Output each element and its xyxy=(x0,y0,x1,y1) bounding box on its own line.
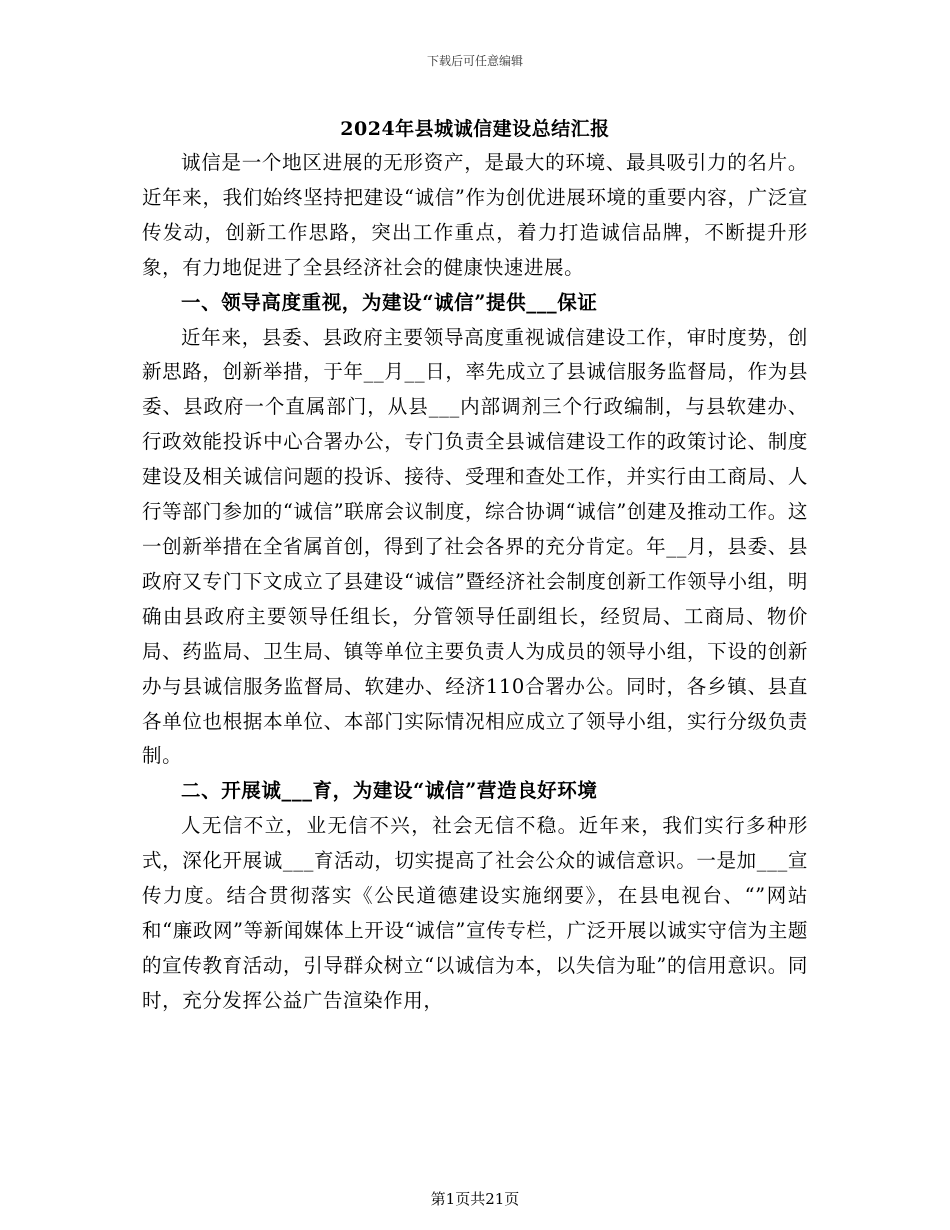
section-heading-2: 二、开展诚___育，为建设“诚信”营造良好环境 xyxy=(181,779,598,803)
section-2-paragraph: 人无信不立，业无信不兴，社会无信不稳。近年来，我们实行多种形式，深化开展诚___育活动，切实提高了社会公众的诚信意识。一是加___宣传力度。结合贯彻落实《公民道德建设实施纲要》，在县电视台、“”网站和“廉政网”等新闻媒体上开设“诚信”宣传专栏，广泛开展以诚实守信为主题的宣传教育活动，引导群众树立“以诚信为本，以失信为耻”的信用意识。同时，充分发挥公益广告渲染作用， xyxy=(142,814,808,1012)
page-header-note: 下载后可任意编辑 xyxy=(426,54,523,68)
section-heading-1: 一、领导高度重视，为建设“诚信”提供___保证 xyxy=(181,290,598,314)
document-body xyxy=(142,146,808,1019)
page-number: 第1页共21页 xyxy=(430,1190,520,1208)
section-1-paragraph: 近年来，县委、县政府主要领导高度重视诚信建设工作，审时度势，创新思路，创新举措，于年__月__日，率先成立了县诚信服务监督局，作为县委、县政府一个直属部门，从县___内部调剂三个行政编制，与县软建办、行政效能投诉中心合署办公，专门负责全县诚信建设工作的政策讨论、制度建设及相关诚信问题的投诉、接待、受理和查处工作，并实行由工商局、人行等部门参加的“诚信”联席会议制度，综合协调“诚信”创建及推动工作。这一创新举措在全省属首创，得到了社会各界的充分肯定。年__月，县委、县政府又专门下文成立了县建设“诚信”暨经济社会制度创新工作领导小组，明确由县政府主要领导任组长，分管领导任副组长，经贸局、工商局、物价局、药监局、卫生局、镇等单位主要负责人为成员的领导小组，下设的创新办与县诚信服务监督局、软建办、经济110合署办公。同时，各乡镇、县直各单位也根据本单位、本部门实际情况相应成立了领导小组，实行分级负责制。 xyxy=(142,325,808,768)
document-title: 2024年县城诚信建设总结汇报 xyxy=(340,118,610,140)
intro-paragraph: 诚信是一个地区进展的无形资产，是最大的环境、最具吸引力的名片。近年来，我们始终坚持把建设“诚信”作为创优进展环境的重要内容，广泛宣传发动，创新工作思路，突出工作重点，着力打造诚信品牌，不断提升形象，有力地促进了全县经济社会的健康快速进展。 xyxy=(142,151,808,279)
